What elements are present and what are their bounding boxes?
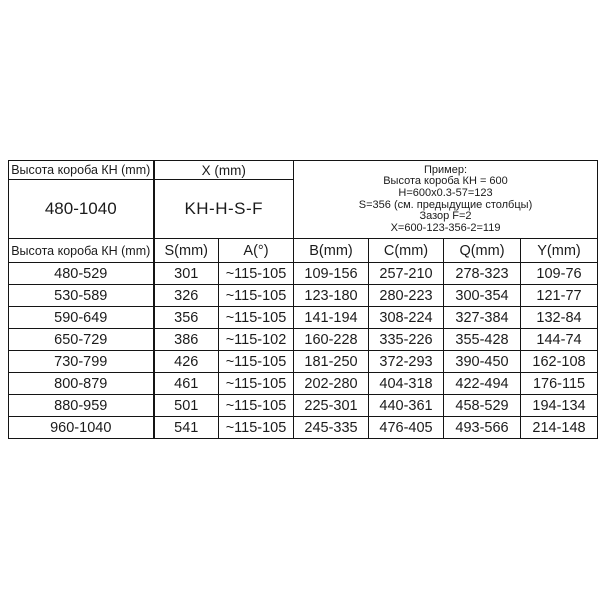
table-cell: 461	[154, 373, 219, 395]
x-formula-value: KH-H-S-F	[154, 180, 294, 239]
table-cell: ~115-105	[219, 263, 294, 285]
table-cell: 426	[154, 351, 219, 373]
table-cell: 162-108	[521, 351, 598, 373]
table-cell: 730-799	[9, 351, 154, 373]
table-row	[9, 263, 598, 285]
example-line: Зазор F=2	[419, 210, 472, 223]
table-cell: 181-250	[294, 351, 369, 373]
table-cell: 144-74	[521, 329, 598, 351]
table-cell: 355-428	[444, 329, 521, 351]
table-cell: 132-84	[521, 307, 598, 329]
table-cell: 422-494	[444, 373, 521, 395]
table-cell: ~115-105	[219, 351, 294, 373]
table-cell: ~115-105	[219, 395, 294, 417]
table-cell: 372-293	[369, 351, 444, 373]
table-cell: 356	[154, 307, 219, 329]
table-cell: ~115-105	[219, 285, 294, 307]
table-cell: 109-156	[294, 263, 369, 285]
table-cell: ~115-105	[219, 417, 294, 439]
table-cell: 458-529	[444, 395, 521, 417]
example-line: Пример:	[423, 163, 468, 176]
table-row	[9, 285, 598, 307]
dimensions-table	[8, 160, 598, 439]
x-formula-header: X (mm)	[154, 161, 294, 180]
kh-range-header: Высота короба КН (mm)	[9, 161, 154, 180]
example-line: X=600-123-356-2=119	[390, 221, 501, 234]
table-cell: 493-566	[444, 417, 521, 439]
table-cell: 327-384	[444, 307, 521, 329]
example-calculation-block	[294, 161, 598, 239]
table-cell: 194-134	[521, 395, 598, 417]
table-cell: 390-450	[444, 351, 521, 373]
column-header-a: A(°)	[219, 239, 294, 263]
table-cell: ~115-102	[219, 329, 294, 351]
table-cell: 326	[154, 285, 219, 307]
table-cell: ~115-105	[219, 373, 294, 395]
table-cell: 109-76	[521, 263, 598, 285]
table-cell: 123-180	[294, 285, 369, 307]
table-cell: 202-280	[294, 373, 369, 395]
table-cell: 176-115	[521, 373, 598, 395]
column-header-q: Q(mm)	[444, 239, 521, 263]
example-line: S=356 (см. предыдущие столбцы)	[358, 198, 533, 211]
table-row	[9, 373, 598, 395]
table-cell: 160-228	[294, 329, 369, 351]
table-cell: 590-649	[9, 307, 154, 329]
table-cell: 335-226	[369, 329, 444, 351]
table-cell: 141-194	[294, 307, 369, 329]
table-cell: 278-323	[444, 263, 521, 285]
table-row	[9, 351, 598, 373]
table-row	[9, 307, 598, 329]
column-header-s: S(mm)	[154, 239, 219, 263]
table-cell: 800-879	[9, 373, 154, 395]
top-header-row	[9, 161, 598, 180]
column-header-c: C(mm)	[369, 239, 444, 263]
example-line: Высота короба КН = 600	[383, 175, 508, 188]
table-cell: 530-589	[9, 285, 154, 307]
column-header-kh: Высота короба КН (mm)	[9, 239, 154, 263]
column-header-b: B(mm)	[294, 239, 369, 263]
table-cell: 280-223	[369, 285, 444, 307]
table-cell: 404-318	[369, 373, 444, 395]
column-header-row	[9, 239, 598, 263]
table-cell: 960-1040	[9, 417, 154, 439]
table-cell: 214-148	[521, 417, 598, 439]
table-cell: 501	[154, 395, 219, 417]
table-body	[9, 263, 598, 439]
table-cell: 225-301	[294, 395, 369, 417]
table-cell: 386	[154, 329, 219, 351]
example-line: H=600x0.3-57=123	[398, 186, 493, 199]
table-cell: 245-335	[294, 417, 369, 439]
table-cell: 440-361	[369, 395, 444, 417]
kh-range-value: 480-1040	[9, 180, 154, 239]
table-cell: 650-729	[9, 329, 154, 351]
table-cell: 880-959	[9, 395, 154, 417]
table-row	[9, 417, 598, 439]
column-header-y: Y(mm)	[521, 239, 598, 263]
table-cell: 308-224	[369, 307, 444, 329]
table-cell: 121-77	[521, 285, 598, 307]
table-cell: 257-210	[369, 263, 444, 285]
table-row	[9, 395, 598, 417]
table-row	[9, 329, 598, 351]
table-cell: 476-405	[369, 417, 444, 439]
table-cell: 480-529	[9, 263, 154, 285]
table-cell: 301	[154, 263, 219, 285]
table-cell: 541	[154, 417, 219, 439]
table-cell: ~115-105	[219, 307, 294, 329]
table-cell: 300-354	[444, 285, 521, 307]
